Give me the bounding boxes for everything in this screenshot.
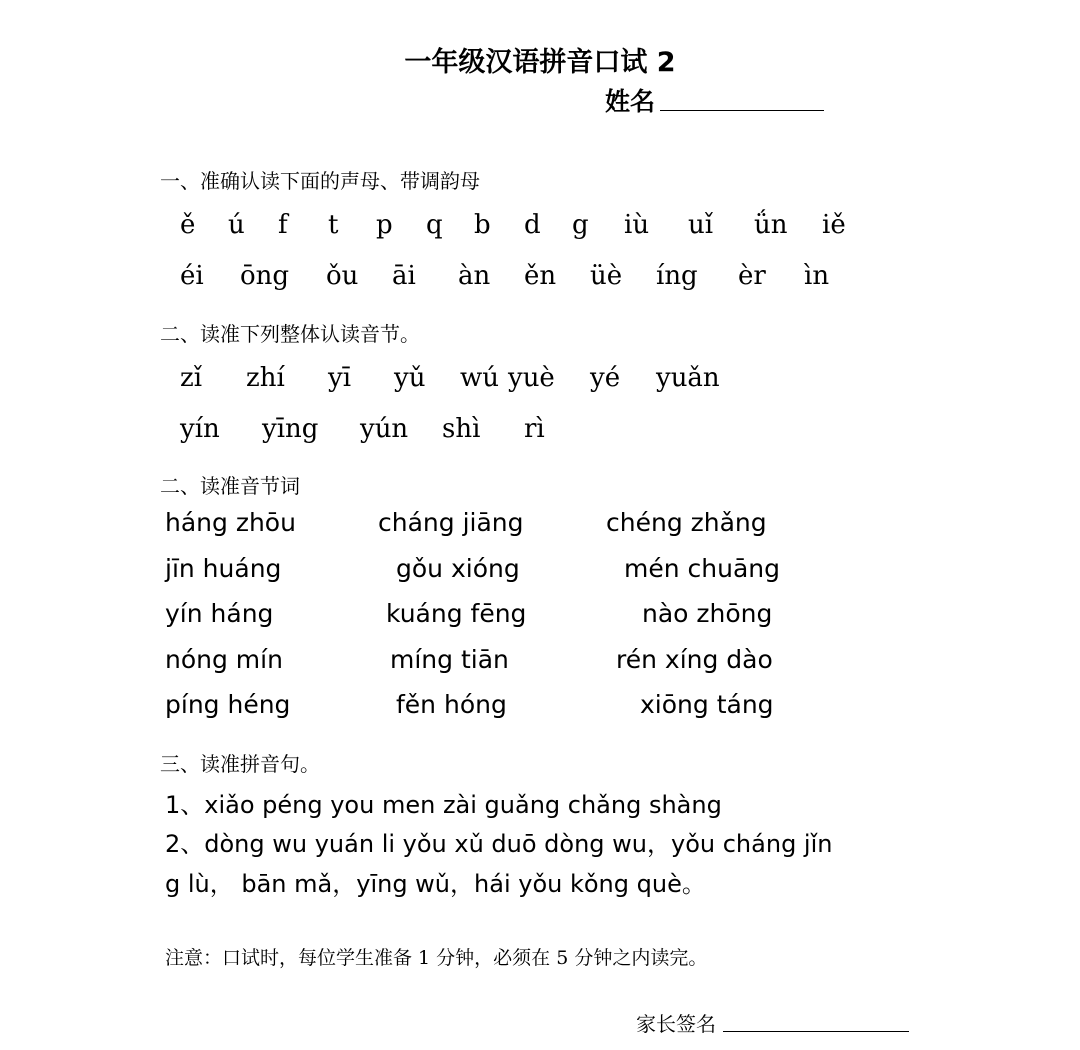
syllable-item: yǔ (394, 363, 426, 393)
parent-signature-label: 家长签名 (636, 1012, 716, 1036)
syllable-item: wú (460, 363, 499, 393)
pinyin-item: íng (656, 261, 698, 291)
word-item: kuáng fēng (386, 599, 527, 628)
pinyin-item: d (524, 210, 541, 240)
pinyin-item: àn (458, 261, 491, 291)
syllable-item: yī (328, 363, 352, 393)
signature-blank-line (723, 1031, 909, 1032)
word-item: háng zhōu (165, 508, 296, 537)
syllable-item: zhí (246, 363, 285, 393)
syllable-item: yuè (508, 363, 555, 393)
section-heading-syllables: 二、读准下列整体认读音节。 (160, 322, 420, 346)
word-item: cháng jiāng (378, 508, 524, 537)
pinyin-item: ōng (240, 261, 290, 291)
word-item: chéng zhǎng (606, 508, 767, 537)
section-heading-words: 二、读准音节词 (160, 474, 300, 498)
pinyin-item: ǒu (326, 261, 359, 291)
syllable-item: yuǎn (656, 363, 720, 393)
word-item: gǒu xióng (396, 554, 520, 583)
syllable-item: rì (524, 414, 545, 444)
pinyin-item: ú (228, 210, 245, 240)
word-item: píng héng (165, 690, 291, 719)
page-title: 一年级汉语拼音口试 2 (404, 47, 676, 78)
syllable-item: shì (442, 414, 481, 444)
name-label: 姓名 (605, 87, 656, 116)
pinyin-item: uǐ (688, 210, 714, 240)
pinyin-item: üè (590, 261, 623, 291)
pinyin-item: b (474, 210, 491, 240)
pinyin-item: g (572, 210, 589, 240)
pinyin-item: āi (392, 261, 416, 291)
sentence-line: g lù， bān mǎ，yīng wǔ，hái yǒu kǒng què。 (165, 870, 706, 898)
name-blank-line (660, 110, 824, 111)
pinyin-item: t (328, 210, 339, 240)
pinyin-item: iù (624, 210, 650, 240)
word-item: yín háng (165, 599, 274, 628)
syllable-item: yín (180, 414, 220, 444)
pinyin-item: èr (738, 261, 766, 291)
word-item: fěn hóng (396, 690, 507, 719)
pinyin-item: ǘn (754, 210, 788, 240)
section-heading-sentences: 三、读准拼音句。 (160, 752, 320, 776)
word-item: xiōng táng (640, 690, 774, 719)
note-text: 注意：口试时，每位学生准备 1 分钟，必须在 5 分钟之内读完。 (165, 947, 708, 969)
pinyin-item: ěn (524, 261, 557, 291)
syllable-item: yún (360, 414, 409, 444)
word-item: nào zhōng (642, 599, 773, 628)
pinyin-item: ìn (804, 261, 830, 291)
pinyin-item: ě (180, 210, 196, 240)
sentence-line: 1、xiǎo péng you men zài guǎng chǎng shàng (165, 791, 722, 819)
word-item: jīn huáng (165, 554, 282, 583)
pinyin-item: f (278, 210, 288, 240)
sentence-line: 2、dòng wu yuán li yǒu xǔ duō dòng wu，yǒu cháng jǐn (165, 830, 833, 858)
word-item: mén chuāng (624, 554, 780, 583)
syllable-item: yé (590, 363, 621, 393)
pinyin-item: iě (822, 210, 846, 240)
word-item: nóng mín (165, 645, 283, 674)
pinyin-item: éi (180, 261, 204, 291)
pinyin-item: p (376, 210, 393, 240)
section-heading-initials: 一、准确认读下面的声母、带调韵母 (160, 169, 480, 193)
pinyin-item: q (426, 210, 443, 240)
syllable-item: yīng (262, 414, 319, 444)
word-item: rén xíng dào (616, 645, 773, 674)
word-item: míng tiān (390, 645, 509, 674)
syllable-item: zǐ (180, 363, 203, 393)
